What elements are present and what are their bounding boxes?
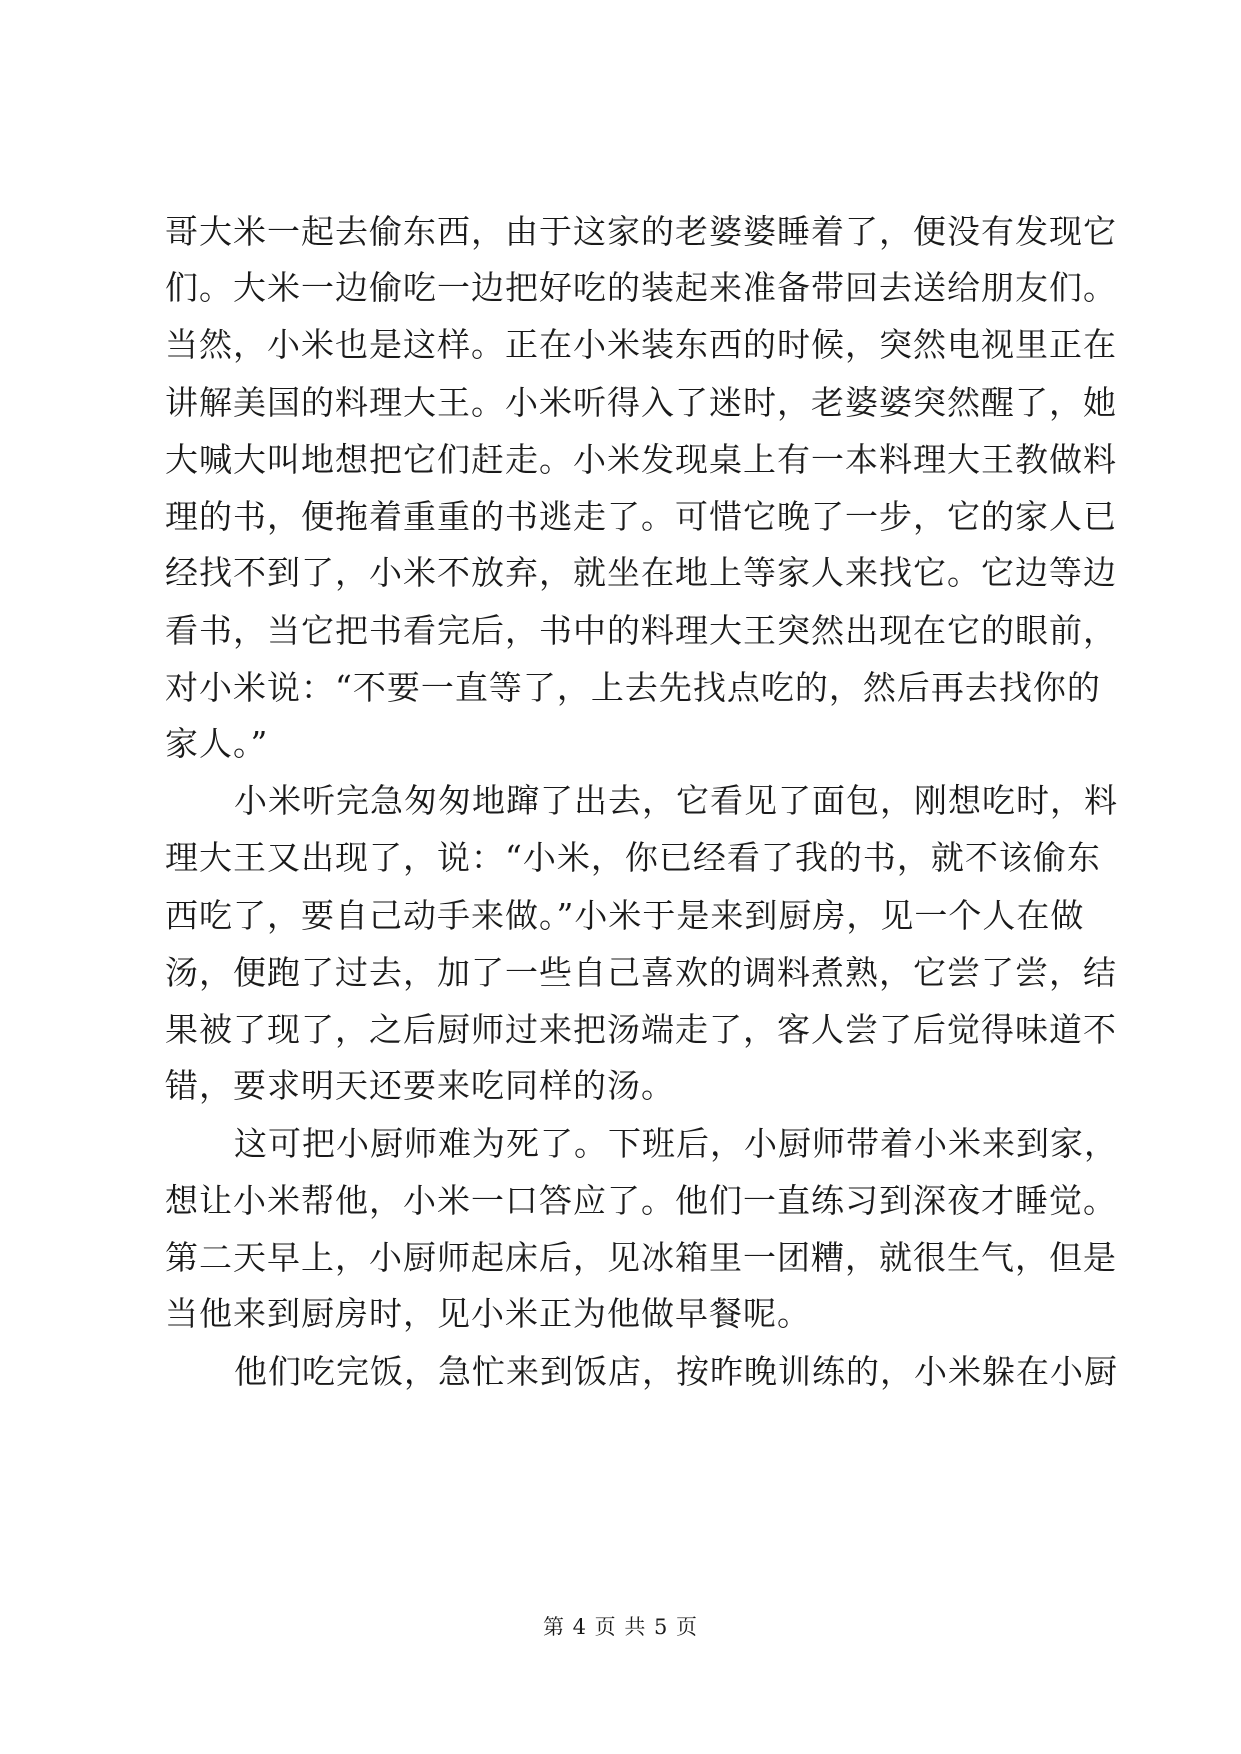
text-line: 经找不到了，小米不放弃，就坐在地上等家人来找它。它边等边: [165, 553, 1117, 592]
text-line: 们。大米一边偷吃一边把好吃的装起来准备带回去送给朋友们。: [165, 268, 1117, 307]
text-line: 西吃了，要自己动手来做。”小米于是来到厨房，见一个人在做: [165, 896, 1085, 935]
text-line: 错，要求明天还要来吃同样的汤。: [165, 1066, 675, 1105]
paragraph-first-line: 这可把小厨师难为死了。下班后，小厨师带着小米来到家，: [234, 1124, 1118, 1163]
page-number-footer: 第 4 页 共 5 页: [542, 1615, 699, 1639]
text-line: 家人。”: [165, 724, 269, 763]
text-line: 当然，小米也是这样。正在小米装东西的时候，突然电视里正在: [165, 325, 1117, 364]
text-line: 哥大米一起去偷东西，由于这家的老婆婆睡着了，便没有发现它: [165, 212, 1117, 251]
text-line: 大喊大叫地想把它们赶走。小米发现桌上有一本料理大王教做料: [165, 440, 1117, 479]
paragraph-first-line: 他们吃完饭，急忙来到饭店，按昨晚训练的，小米躲在小厨: [234, 1352, 1118, 1391]
text-line: 果被了现了，之后厨师过来把汤端走了，客人尝了后觉得味道不: [165, 1010, 1117, 1049]
text-line: 第二天早上，小厨师起床后，见冰箱里一团糟，就很生气，但是: [165, 1238, 1117, 1277]
text-line: 理的书，便拖着重重的书逃走了。可惜它晚了一步，它的家人已: [165, 497, 1117, 536]
text-line: 想让小米帮他，小米一口答应了。他们一直练习到深夜才睡觉。: [165, 1181, 1117, 1220]
text-line: 当他来到厨房时，见小米正为他做早餐呢。: [165, 1294, 811, 1333]
text-line: 汤，便跑了过去，加了一些自己喜欢的调料煮熟，它尝了尝，结: [165, 953, 1117, 992]
text-line: 看书，当它把书看完后，书中的料理大王突然出现在它的眼前，: [165, 611, 1117, 650]
text-line: 对小米说：“不要一直等了，上去先找点吃的，然后再去找你的: [165, 668, 1101, 707]
paragraph-first-line: 小米听完急匆匆地蹿了出去，它看见了面包，刚想吃时，料: [234, 781, 1118, 820]
text-line: 理大王又出现了，说：“小米，你已经看了我的书，就不该偷东: [165, 838, 1101, 877]
text-line: 讲解美国的料理大王。小米听得入了迷时，老婆婆突然醒了，她: [165, 383, 1117, 422]
